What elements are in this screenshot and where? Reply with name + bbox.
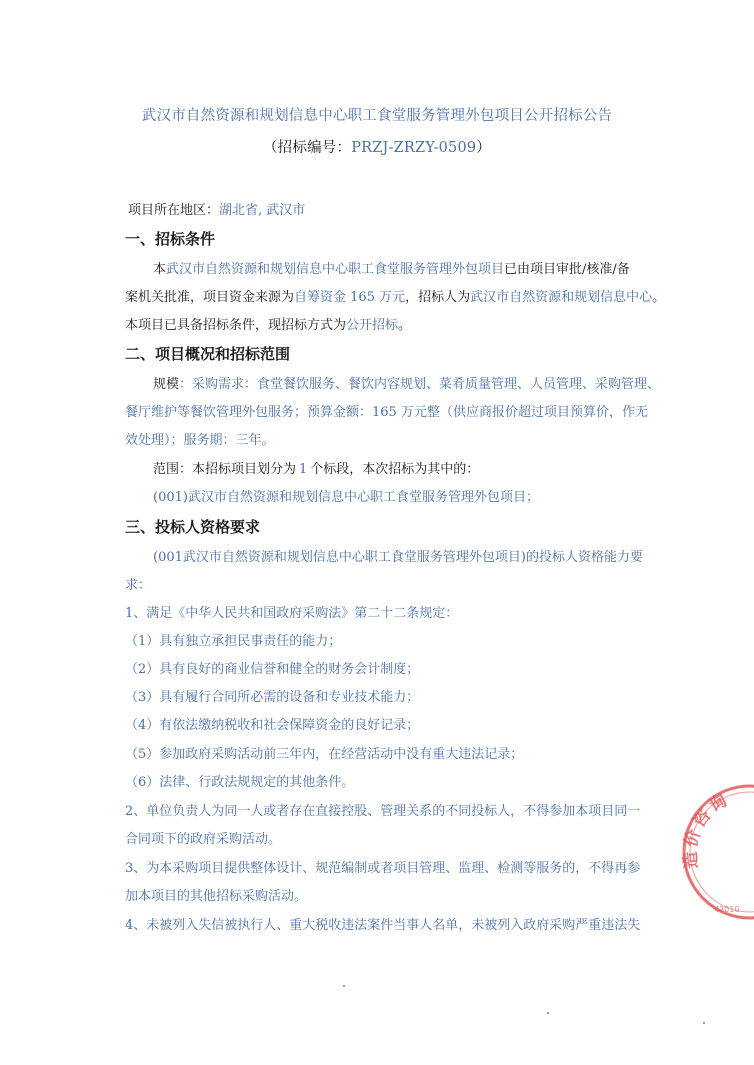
tender-code: [0, 136, 754, 157]
requirement-item: （1）具有独立承担民事责任的能力；: [125, 634, 342, 649]
section3-intro-2: 求：: [125, 578, 152, 593]
tender-method: 公开招标: [346, 318, 399, 333]
document-title: 武汉市自然资源和规划信息中心职工食堂服务管理外包项目公开招标公告: [141, 108, 613, 124]
location-value: 湖北省, 武汉市: [219, 203, 306, 218]
text-segment: 已由项目审批/核准/备: [504, 262, 630, 277]
text-segment: 。: [652, 290, 666, 305]
section1-line-2: [125, 290, 665, 306]
section2-scale-line-2: 餐厅维护等餐饮管理外包服务；预算金额：165 万元整（供应商报价超过项目预算价，作无: [125, 405, 648, 420]
scale-text: ：采购需求：食堂餐饮服务、餐饮内容规划、菜肴质量管理、人员管理、采购管理、: [179, 377, 661, 392]
tender-code-value: PRZJ-ZRZY-0509: [351, 140, 477, 156]
text-segment: ，招标人为: [405, 290, 471, 305]
requirement-item: （2）具有良好的商业信誉和健全的财务会计制度；: [125, 662, 420, 677]
requirement-1: 1、满足《中华人民共和国政府采购法》第二十二条规定：: [125, 606, 459, 621]
scan-speck: [343, 985, 345, 987]
requirement-item: （5）参加政府采购活动前三年内，在经营活动中没有重大违法记录；: [125, 747, 524, 762]
text-segment: 。: [398, 318, 412, 333]
tender-code-suffix: ）: [476, 140, 491, 156]
text-segment: 范围：本招标项目划分为: [153, 462, 297, 477]
text-segment: 本: [153, 262, 167, 277]
requirement-2-line-2: 合同项下的政府采购活动。: [125, 832, 282, 847]
text-segment: 案机关批准，项目资金来源为: [125, 290, 295, 305]
fund-source: 自筹资金 165 万元: [294, 290, 406, 305]
project-name: 武汉市自然资源和规划信息中心职工食堂服务管理外包项目: [166, 262, 505, 277]
text-segment: 个标段，本次招标为其中的：: [310, 462, 480, 477]
seal-code: 42010: [714, 905, 740, 914]
requirement-item: （4）有依法缴纳税收和社会保障资金的良好记录；: [125, 718, 420, 733]
section2-range: [153, 462, 479, 478]
section3-intro-1: (001武汉市自然资源和规划信息中心职工食堂服务管理外包项目)的投标人资格能力要: [153, 550, 643, 565]
section1-line-3: [125, 318, 411, 334]
section-heading-3: 三、投标人资格要求: [125, 518, 261, 536]
section2-scale-line-3: 效处理）；服务期：三年。: [125, 433, 275, 448]
requirement-item: （3）具有履行合同所必需的设备和专业技术能力；: [125, 690, 420, 705]
section1-line-1: [153, 262, 630, 278]
scale-label: 规模: [153, 377, 180, 392]
tender-code-prefix: （招标编号：: [262, 140, 352, 156]
project-location: [128, 203, 305, 219]
requirement-3-line-1: 3、为本采购项目提供整体设计、规范编制或者项目管理、监理、检测等服务的，不得再参: [125, 861, 641, 876]
section-heading-2: 二、项目概况和招标范围: [125, 345, 291, 363]
location-label: 项目所在地区：: [128, 203, 220, 218]
section2-lot: (001)武汉市自然资源和规划信息中心职工食堂服务管理外包项目；: [153, 490, 539, 505]
company-seal: [680, 782, 754, 922]
requirement-item: （6）法律、行政法规规定的其他条件。: [125, 775, 355, 790]
requirement-2-line-1: 2、单位负责人为同一人或者存在直接控股、管理关系的不同投标人，不得参加本项目同一: [125, 804, 641, 819]
scan-speck: [703, 1022, 705, 1024]
seal-text: 造价咨询: [680, 789, 734, 870]
requirement-4-line-1: 4、未被列入失信被执行人、重大税收违法案件当事人名单，未被列入政府采购严重违法失: [125, 918, 641, 933]
tenderer-name: 武汉市自然资源和规划信息中心: [470, 290, 653, 305]
text-segment: 本项目已具备招标条件，现招标方式为: [125, 318, 347, 333]
lot-count: 1: [299, 462, 308, 477]
section2-scale-line-1: [153, 377, 660, 393]
section-heading-1: 一、招标条件: [125, 230, 216, 248]
requirement-3-line-2: 加本项目的其他招标采购活动。: [125, 889, 308, 904]
scan-speck: [547, 1012, 549, 1014]
